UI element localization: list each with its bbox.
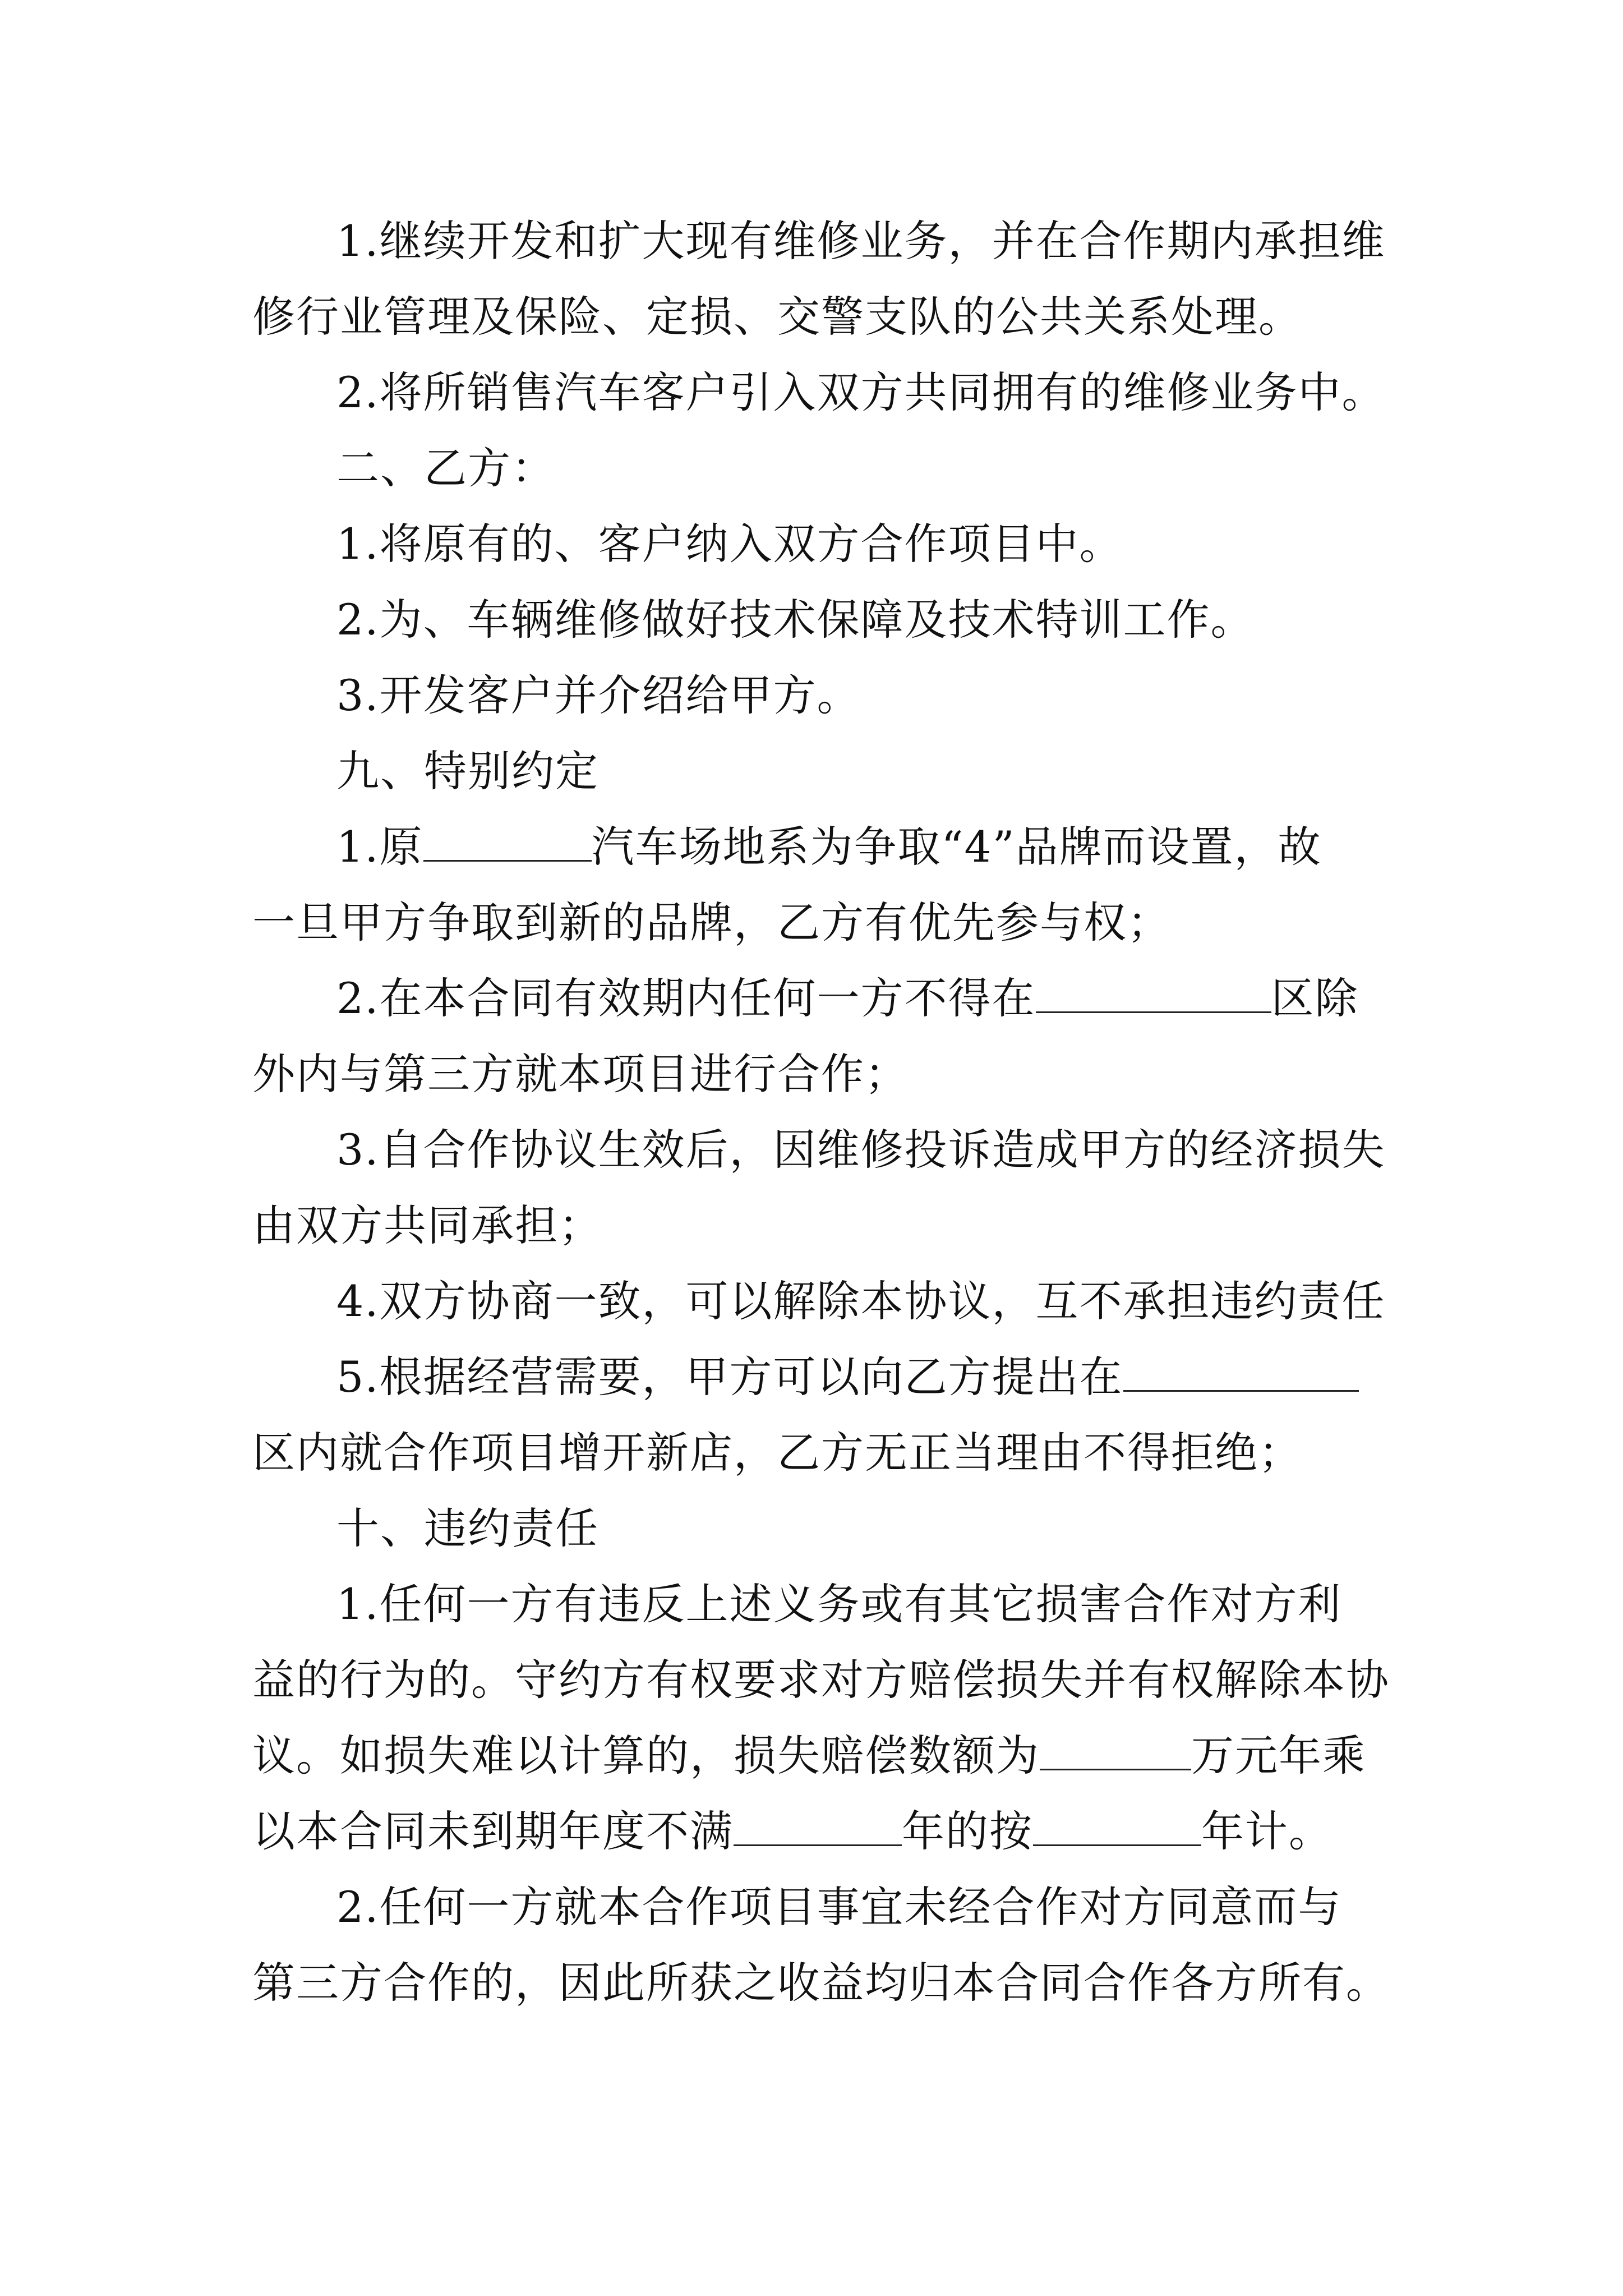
- line-text: 年的按: [902, 1806, 1033, 1856]
- line-text: 汽车场地系为争取“4”品牌而设置，故: [591, 822, 1322, 872]
- section-heading: 十、违约责任: [336, 1503, 599, 1553]
- fill-in-blank[interactable]: [1036, 986, 1271, 1013]
- paragraph-line: [252, 1722, 1366, 1789]
- line-text: 议。如损失难以计算的，损失赔偿数额为: [252, 1731, 1040, 1780]
- paragraph-line: 3.开发客户并介绍给甲方。: [336, 670, 861, 720]
- line-text: 2.在本合同有效期内任何一方不得在: [336, 973, 1036, 1023]
- paragraph-line: 一旦甲方争取到新的品牌，乙方有优先参与权；: [252, 898, 1171, 947]
- paragraph-line: 益的行为的。守约方有权要求对方赔偿损失并有权解除本协: [252, 1655, 1390, 1705]
- paragraph-line: 1.任何一方有违反上述义务或有其它损害合作对方利: [336, 1579, 1342, 1629]
- paragraph-line: 1.将原有的、客户纳入双方合作项目中。: [336, 519, 1123, 569]
- line-text: 区除: [1271, 973, 1359, 1023]
- paragraph-line: [252, 1798, 1332, 1865]
- fill-in-blank[interactable]: [423, 834, 592, 862]
- paragraph-line: [336, 965, 1359, 1032]
- paragraph-line: 外内与第三方就本项目进行合作；: [252, 1049, 909, 1099]
- line-text: 以本合同未到期年度不满: [252, 1806, 734, 1856]
- paragraph-line: 第三方合作的，因此所获之收益均归本合同合作各方所有。: [252, 1958, 1390, 2008]
- fill-in-blank[interactable]: [1033, 1819, 1201, 1846]
- line-text: 1.原: [336, 822, 423, 872]
- paragraph-line: 修行业管理及保险、定损、交警支队的公共关系处理。: [252, 292, 1302, 342]
- line-text: 万元年乘: [1191, 1731, 1366, 1780]
- fill-in-blank[interactable]: [734, 1819, 902, 1846]
- fill-in-blank[interactable]: [1040, 1743, 1191, 1770]
- paragraph-line: 1.继续开发和扩大现有维修业务，并在合作期内承担维: [336, 216, 1386, 266]
- paragraph-line: 由双方共同承担；: [252, 1200, 602, 1250]
- fill-in-blank[interactable]: [1123, 1364, 1359, 1392]
- section-heading: 二、乙方：: [336, 443, 555, 493]
- section-heading: 九、特别约定: [336, 746, 599, 796]
- paragraph-line: 2.为、车辆维修做好技术保障及技术特训工作。: [336, 595, 1255, 645]
- line-text: 5.根据经营需要，甲方可以向乙方提出在: [336, 1352, 1123, 1402]
- paragraph-line: 2.将所销售汽车客户引入双方共同拥有的维修业务中。: [336, 367, 1386, 417]
- paragraph-line: [336, 1343, 1359, 1411]
- paragraph-line: 2.任何一方就本合作项目事宜未经合作对方同意而与: [336, 1882, 1342, 1932]
- paragraph-line: 3.自合作协议生效后，因维修投诉造成甲方的经济损失: [336, 1125, 1386, 1175]
- paragraph-line: 区内就合作项目增开新店，乙方无正当理由不得拒绝；: [252, 1428, 1302, 1478]
- line-text: 年计。: [1201, 1806, 1332, 1856]
- paragraph-line: 4.双方协商一致，可以解除本协议，互不承担违约责任: [336, 1276, 1386, 1326]
- paragraph-line: [336, 813, 1322, 881]
